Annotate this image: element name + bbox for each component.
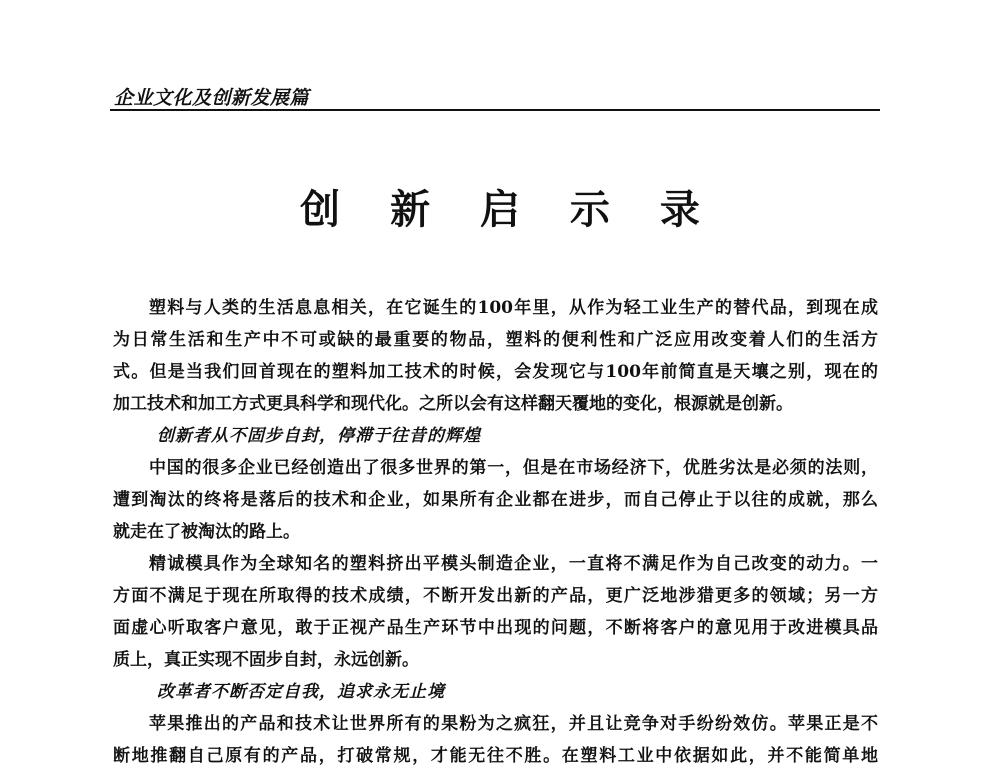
paragraph-line: 就走在了被淘汰的路上。 [113,522,300,542]
section-subheading: 改革者不断否定自我，追求永无止境 [157,682,445,702]
paragraph-line: 式。但是当我们回首现在的塑料加工技术的时候，会发现它与100年前简直是天壤之别，现在的 [113,362,878,382]
paragraph-line: 面虚心听取客户意见，敢于正视产品生产环节中出现的问题，不断将客户的意见用于改进模具品 [113,618,878,638]
paragraph-line: 质上，真正实现不固步自封，永远创新。 [113,650,419,670]
paragraph-line: 加工技术和加工方式更具科学和现代化。之所以会有这样翻天覆地的变化，根源就是创新。 [113,394,793,414]
paragraph-line: 为日常生活和生产中不可或缺的最重要的物品，塑料的便利性和广泛应用改变着人们的生活方 [113,330,878,350]
article-body [113,292,878,772]
paragraph-line: 方面不满足于现在所取得的技术成绩，不断开发出新的产品，更广泛地涉猎更多的领域；另一方 [113,586,878,606]
article-title: 创 新 启 示 录 [300,186,718,233]
running-header: 企业文化及创新发展篇 [114,87,310,109]
paragraph-line: 苹果推出的产品和技术让世界所有的果粉为之疯狂，并且让竞争对手纷纷效仿。苹果正是不 [149,714,878,734]
section-subheading: 创新者从不固步自封，停滞于往昔的辉煌 [157,426,481,446]
paragraph-line: 断地推翻自己原有的产品，打破常规，才能无往不胜。在塑料工业中依据如此，并不能简单地 [113,746,878,766]
paragraph-line: 精诚模具作为全球知名的塑料挤出平模头制造企业，一直将不满足作为自己改变的动力。一 [149,554,878,574]
paragraph-line: 遭到淘汰的终将是落后的技术和企业，如果所有企业都在进步，而自己停止于以往的成就，那么 [113,490,878,510]
paragraph-line: 中国的很多企业已经创造出了很多世界的第一，但是在市场经济下，优胜劣汰是必须的法则， [149,458,878,478]
header-rule [110,109,880,111]
paragraph-line: 塑料与人类的生活息息相关，在它诞生的100年里，从作为轻工业生产的替代品，到现在成 [149,298,878,318]
